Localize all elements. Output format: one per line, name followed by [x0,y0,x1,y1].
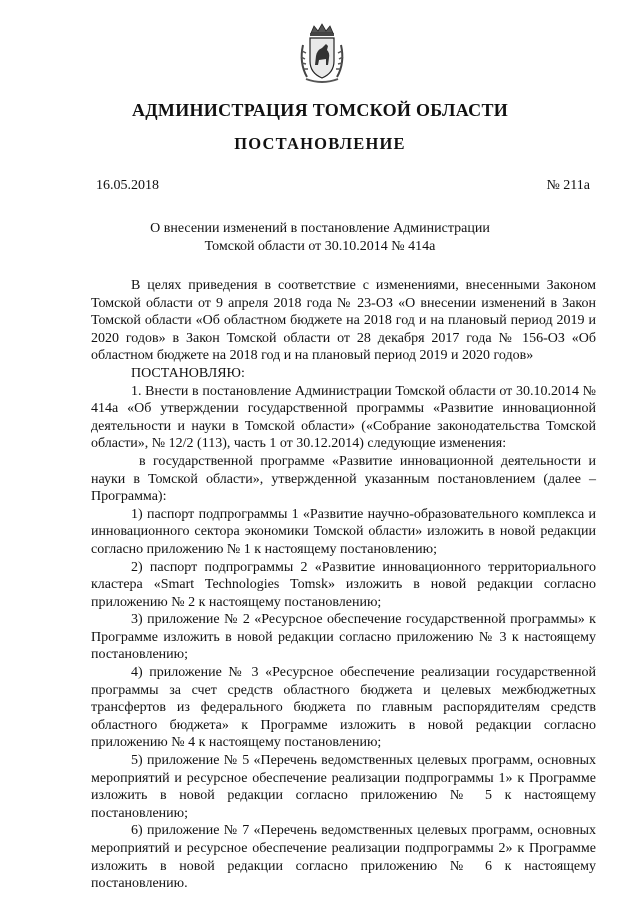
resolve-heading: ПОСТАНОВЛЯЮ: [131,365,245,381]
subject-line: Томской области от 30.10.2014 № 414а [204,238,436,254]
subitem-paragraph: 6) приложение № 7 «Перечень ведомственных целевых программ, основных мероприятий и ресурсное обеспечение реализации подпрограммы 2» к Программе изложить в новой редакции согласно приложению № 6 к настоящему постановлению. [91,823,596,892]
preamble-paragraph: В целях приведения в соответствие с изменениями, внесенными Законом Томской области от 9 апреля 2018 года № 23-ОЗ «О внесении изменений в Закон Томской области «Об областном бюджете на 2018 год и на плановый период 2019 и 2020 годов» в Закон Томской области от 28 декабря 2017 года № 156-ОЗ «Об областном бюджете на 2018 год и на плановый период 2019 и 2020 годов» [91,278,596,364]
item-intro-paragraph: в государственной программе «Развитие инновационной деятельности и науки в Томской области», утвержденной указанным постановлением (далее – Программа): [91,453,596,505]
document-number: № 211а [546,178,590,193]
subitem-paragraph: 2) паспорт подпрограммы 2 «Развитие инновационного территориального кластера «Smart Technologies Tomsk» изложить в новой редакции согласно приложению № 2 к настоящему постановлению; [91,559,596,610]
tomsk-coat-of-arms-icon [297,23,347,87]
subitem-paragraph: 3) приложение № 2 «Ресурсное обеспечение государственной программы» к Программе изложить в новой редакции согласно приложению № 3 к настоящему постановлению; [91,612,596,663]
document-body [91,277,596,893]
organization-name: АДМИНИСТРАЦИЯ ТОМСКОЙ ОБЛАСТИ [131,100,509,120]
subitem-paragraph: 4) приложение № 3 «Ресурсное обеспечение реализации государственной программы за счет средств областного бюджета и целевых межбюджетных трансфертов из федерального бюджета по главным распорядителям средств областного бюджета» к Программе изложить в новой редакции согласно приложению № 4 к настоящему постановлению; [91,665,596,751]
document-type: ПОСТАНОВЛЕНИЕ [234,134,406,153]
document-subject [150,220,490,255]
document-date: 16.05.2018 [96,178,159,193]
subitem-paragraph: 5) приложение № 5 «Перечень ведомственных целевых программ, основных мероприятий и ресурсное обеспечение реализации подпрограммы 1» к Программе изложить в новой редакции согласно приложению № 5 к настоящему постановлению; [91,753,596,821]
subitem-paragraph: 1) паспорт подпрограммы 1 «Развитие научно-образовательного комплекса и инновационного сектора экономики Томской области» изложить в новой редакции согласно приложению № 1 к настоящему постановлению; [91,506,596,557]
item-paragraph: 1. Внести в постановление Администрации Томской области от 30.10.2014 № 414а «Об утверждении государственной программы «Развитие инновационной деятельности и науки в Томской области» («Собрание законодательства Томской области», № 12/2 (113), часть 1 от 30.12.2014) следующие изменения: [91,383,596,452]
subject-line: О внесении изменений в постановление Администрации [150,221,490,236]
